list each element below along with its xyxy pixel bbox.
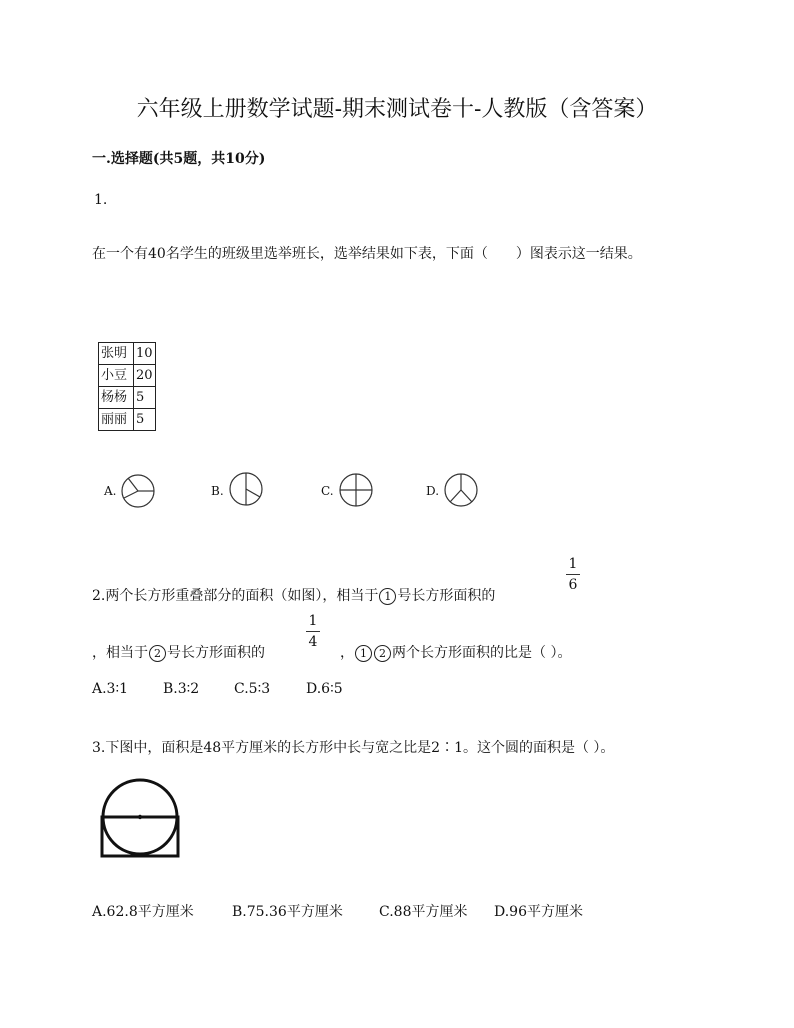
fraction-bar	[306, 631, 320, 632]
table-cell-value: 5	[134, 409, 156, 431]
q3-answer-b[interactable]: B.75.36平方厘米	[232, 904, 343, 920]
circled-number-1: 1	[379, 588, 396, 605]
option-a-label: A.	[104, 484, 117, 498]
q2-answer-b[interactable]: B.3∶2	[163, 681, 200, 697]
table-cell-name: 杨杨	[99, 387, 134, 409]
q2-line2-mid: 号长方形面积的	[167, 645, 265, 661]
table-row	[99, 343, 156, 365]
q2-line1-tail: 号长方形面积的	[397, 588, 496, 604]
pie-option-c-icon	[338, 472, 374, 508]
q2-line2-sep: ，	[340, 645, 354, 661]
q2-answer-a[interactable]: A.3∶1	[92, 681, 129, 697]
q1-text: 在一个有40名学生的班级里选举班长，选举结果如下表，下面（ ）图表示这一结果。	[92, 246, 642, 262]
table-cell-value: 5	[134, 387, 156, 409]
table-cell-value: 10	[134, 343, 156, 365]
circled-number-2: 2	[149, 645, 166, 662]
circle-in-rectangle-figure	[98, 778, 182, 860]
table-row	[99, 409, 156, 431]
q3-answers	[92, 901, 583, 921]
table-cell-name: 张明	[99, 343, 134, 365]
table-cell-name: 小豆	[99, 365, 134, 387]
vote-results-table	[98, 342, 156, 431]
table-row	[99, 365, 156, 387]
q2-line2	[92, 642, 265, 662]
q1-number: 1.	[94, 192, 108, 208]
q3-answer-d[interactable]: D.96平方厘米	[494, 904, 583, 920]
option-a[interactable]	[104, 484, 116, 498]
q2-line1-text: 2.两个长方形重叠部分的面积（如图），相当于	[92, 588, 379, 604]
fraction-bar	[566, 574, 580, 575]
section-heading: 一.选择题(共5题，共10分)	[92, 151, 266, 167]
table-row	[99, 387, 156, 409]
q3-answer-c[interactable]: C.88平方厘米	[379, 904, 468, 920]
q2-answer-d[interactable]: D.6∶5	[306, 681, 343, 697]
pie-option-a-icon	[120, 473, 156, 509]
fraction-one-quarter	[306, 613, 320, 650]
q2-line1	[92, 585, 495, 605]
q3-answer-a[interactable]: A.62.8平方厘米	[92, 904, 194, 920]
q2-line2-end	[340, 642, 571, 662]
table-cell-name: 丽丽	[99, 409, 134, 431]
circled-number-2: 2	[374, 645, 391, 662]
option-b[interactable]	[211, 484, 224, 498]
fraction-denominator: 4	[308, 634, 318, 650]
option-d[interactable]	[426, 484, 439, 498]
q2-answers	[92, 681, 343, 697]
q2-answer-c[interactable]: C.5∶3	[234, 681, 271, 697]
circled-number-1: 1	[355, 645, 372, 662]
fraction-numerator: 1	[308, 613, 318, 629]
option-d-label: D.	[426, 484, 440, 498]
option-b-label: B.	[211, 484, 224, 498]
option-c-label: C.	[321, 484, 334, 498]
q2-line2-tail: 两个长方形面积的比是（ ）。	[392, 645, 572, 661]
fraction-one-sixth	[566, 556, 580, 593]
pie-option-d-icon	[443, 472, 479, 508]
q3-text: 3.下图中，面积是48平方厘米的长方形中长与宽之比是2∶1。这个圆的面积是（ ）。	[92, 740, 615, 756]
fraction-numerator: 1	[568, 556, 578, 572]
option-c[interactable]	[321, 484, 334, 498]
q2-line2-head: ，相当于	[92, 645, 148, 661]
table-cell-value: 20	[134, 365, 156, 387]
fraction-denominator: 6	[568, 577, 578, 593]
page-title: 六年级上册数学试题-期末测试卷十-人教版（含答案）	[136, 97, 658, 122]
pie-option-b-icon	[228, 471, 264, 507]
